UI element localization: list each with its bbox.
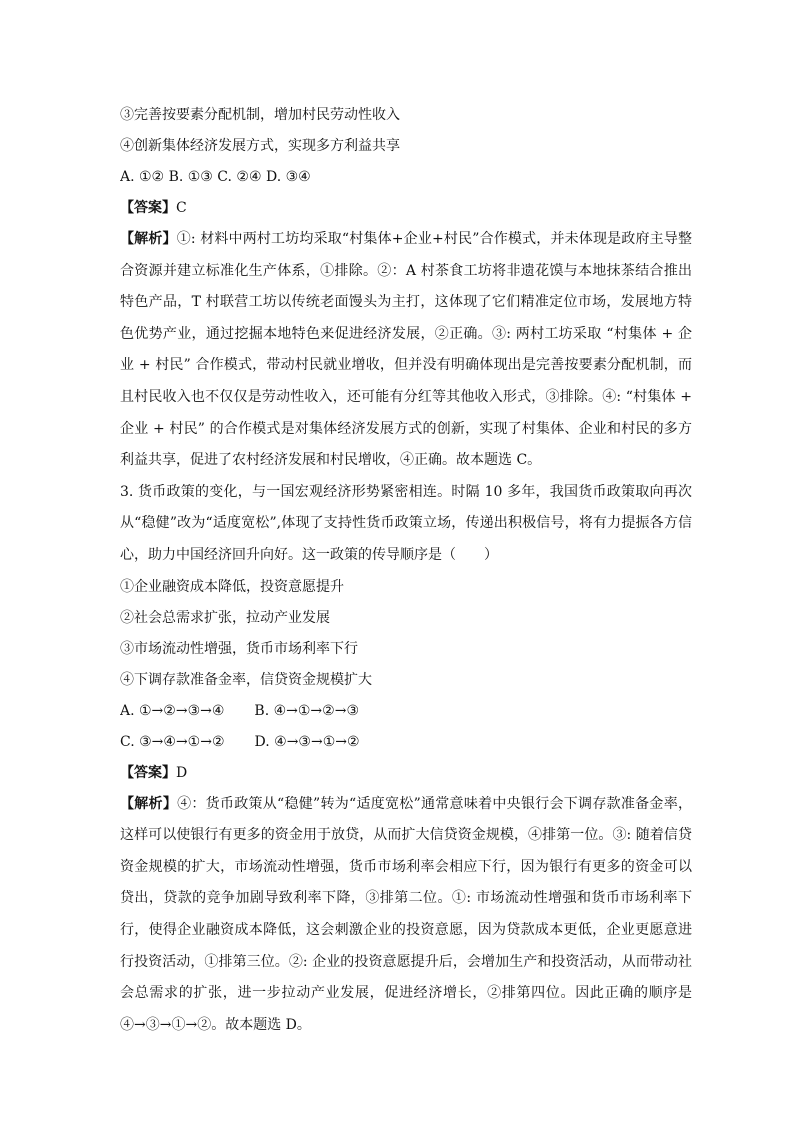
q2-analysis [120,224,692,477]
q3-analysis [120,789,692,1042]
q3-options-row-2 [120,727,692,758]
q3-item-2: ②社会总需求扩张，拉动产业发展 [120,609,330,626]
option-a: A. ①→②→③→④ [120,702,225,719]
answer-label: 【答案】 [120,200,176,216]
answer-value: C [176,200,187,216]
option-c: C. ③→④→①→② [120,733,225,750]
q3-item-3: ③市场流动性增强，货币市场利率下行 [120,640,358,657]
document-page [120,100,692,1041]
answer-value: D [176,764,188,781]
q3-stem: 3. 货币政策的变化，与一国宏观经济形势紧密相连。时隔 10 多年，我国货币政策取向再次从“稳健”改为“适度宽松”,体现了支持性货币政策立场，传递出积极信号，将有力提振各方信心，助力中国经济回升向好。这一政策的传导顺序是（ ） [120,483,692,563]
analysis-text: ①: 材料中两村工坊均采取“村集体+企业+村民”合作模式，并未体现是政府主导整合资源并建立标准化生产体系，①排除。②：A 村茶食工坊将非遗花馍与本地抹茶结合推出特色产品，T 村联营工坊以传统老面馒头为主打，这体现了它们精准定位市场，发展地方特色优势产业，通过挖掘本地特色来促进经济发展，②正确。③: 两村工坊采取 “村集体 + 企业 + 村民” 合作模式，带动村民就业增收，但并没有明确体现出是完善按要素分配机制，而且村民收入也不仅仅是劳动性收入，还可能有分红等其他收入形式，③排除。④: “村集体 + 企业 + 村民” 的合作模式是对集体经济发展方式的创新，实现了村集体、企业和村民的多方利益共享，促进了农村经济发展和村民增收，④正确。故本题选 C。 [120,231,692,469]
q3-answer [120,758,692,789]
q2-item-4: ④创新集体经济发展方式，实现多方利益共享 [120,138,400,154]
q3-item-4: ④下调存款准备金率，信贷资金规模扩大 [120,671,372,688]
analysis-label: 【解析】 [120,231,177,247]
q3-options-row-1 [120,696,692,727]
q2-item-3: ③完善按要素分配机制，增加村民劳动性收入 [120,107,400,123]
option-d: D. ④→③→①→② [254,733,360,750]
answer-label: 【答案】 [120,764,176,781]
q2-options: A. ①② B. ①③ C. ②④ D. ③④ [120,169,311,185]
analysis-label: 【解析】 [120,795,178,812]
q3-item-1: ①企业融资成本降低，投资意愿提升 [120,578,344,595]
analysis-text: ④：货币政策从“稳健”转为“适度宽松”通常意味着中央银行会下调存款准备金率，这样可以使银行有更多的资金用于放贷，从而扩大信贷资金规模，④排第一位。③: 随着信贷资金规模的扩大，市场流动性增强，货币市场利率会相应下行，因为银行有更多的资金可以贷出，贷款的竞争加剧导致利率下降，③排第二位。①: 市场流动性增强和货币市场利率下行，使得企业融资成本降低，这会刺激企业的投资意愿，因为贷款成本更低，企业更愿意进行投资活动，①排第三位。②: 企业的投资意愿提升后，会增加生产和投资活动，从而带动社会总需求的扩张，进一步拉动产业发展，促进经济增长，②排第四位。因此正确的顺序是④→③→①→②。故本题选 D。 [120,795,692,1033]
option-b: B. ④→①→②→③ [254,702,359,719]
q2-answer [120,193,692,224]
